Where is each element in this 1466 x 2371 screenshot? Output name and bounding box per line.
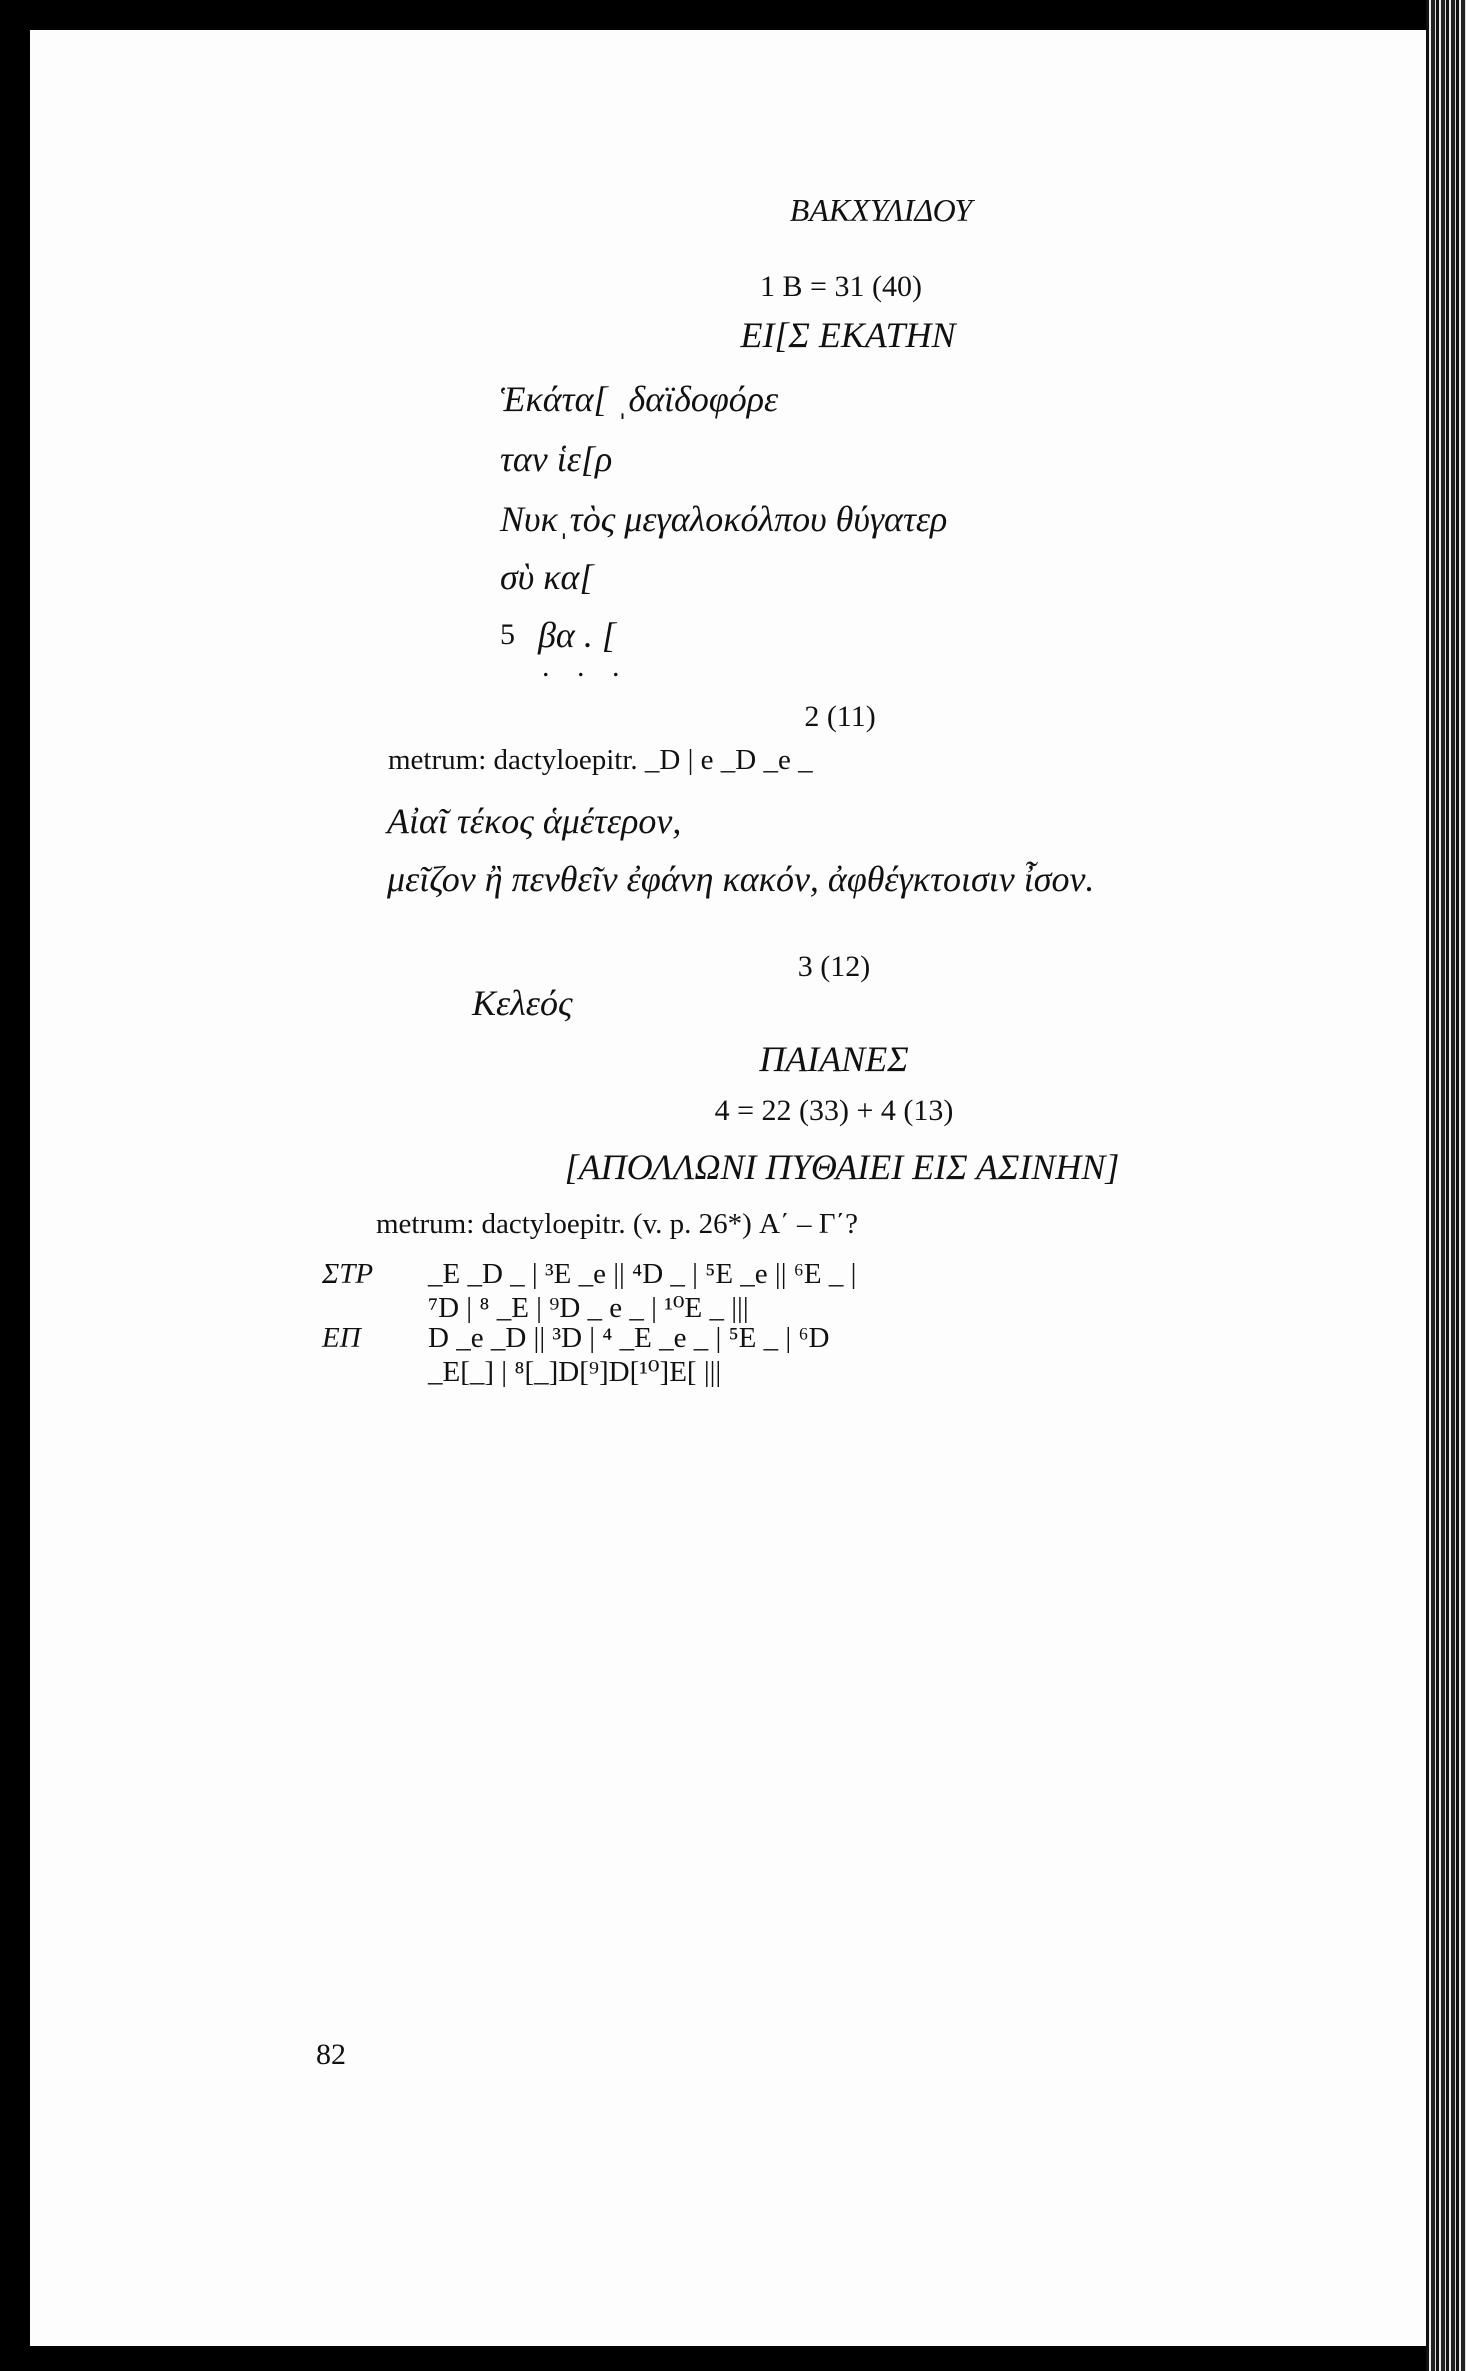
poem1-number: 1 B = 31 (40): [760, 270, 922, 303]
poem1-line-2: ταν ἱε[ρ: [500, 439, 613, 479]
scheme-label-str: ΣΤΡ: [322, 1258, 374, 1290]
poem1-line-5: βα . [: [538, 615, 616, 655]
scan-edge: [1426, 0, 1466, 2371]
running-title: ΒΑΚΧΥΛΙΔΟΥ: [789, 192, 973, 228]
paean-title: [ΑΠΟΛΛΩΝΙ ΠΥΘΑΙΕΙ ΕΙΣ ΑΣΙΝΗΝ]: [564, 1147, 1120, 1187]
poem1-title: ΕΙ[Σ ΕΚΑΤΗΝ: [740, 315, 956, 355]
poem1-line-number: 5: [500, 618, 515, 651]
section-title: ΠΑΙΑΝΕΣ: [759, 1039, 909, 1079]
poem2-line-2: μεῖζον ἢ πενθεῖν ἐφάνη κακόν, ἀφθέγκτοισιν ἶσον.: [387, 859, 1095, 899]
poem3-number: 3 (12): [797, 950, 871, 983]
scheme-line-1: _E _D _ | ³E _e || ⁴D _ | ⁵E _e || ⁶E _ |: [428, 1258, 857, 1290]
poem2-metrum: metrum: dactyloepitr. _D | e _D _e _: [388, 744, 813, 776]
poem3-name: Κελεός: [472, 983, 573, 1023]
page-number: 82: [316, 2038, 346, 2071]
poem1-line-1: Ἑκάτα[ ˌδαϊδοφόρε: [500, 379, 779, 419]
poem1-line-4: σὺ κα[: [500, 557, 594, 597]
poem2-number: 2 (11): [804, 700, 876, 733]
poem1-dots: . . .: [542, 650, 630, 683]
poem1-line-3: Νυκˌτὸς μεγαλοκόλπου θύγατερ: [500, 499, 948, 539]
scheme-line-3: D _e _D || ³D | ⁴ _E _e _ | ⁵E _ | ⁶D: [428, 1322, 830, 1354]
scheme-line-4: _E[_] | ⁸[_]D[⁹]D[¹⁰]E[ |||: [428, 1356, 722, 1388]
scheme-label-ep: ΕΠ: [322, 1322, 361, 1354]
page: [30, 30, 1426, 2346]
paean-metrum: metrum: dactyloepitr. (v. p. 26*) Α΄ – Γ΄?: [376, 1208, 858, 1240]
section-number: 4 = 22 (33) + 4 (13): [714, 1094, 954, 1127]
poem2-line-1: Αἰαῖ τέκος ἁμέτερον,: [387, 801, 682, 841]
scheme-line-2: ⁷D | ⁸ _E | ⁹D _ e _ | ¹⁰E _ |||: [428, 1292, 749, 1324]
